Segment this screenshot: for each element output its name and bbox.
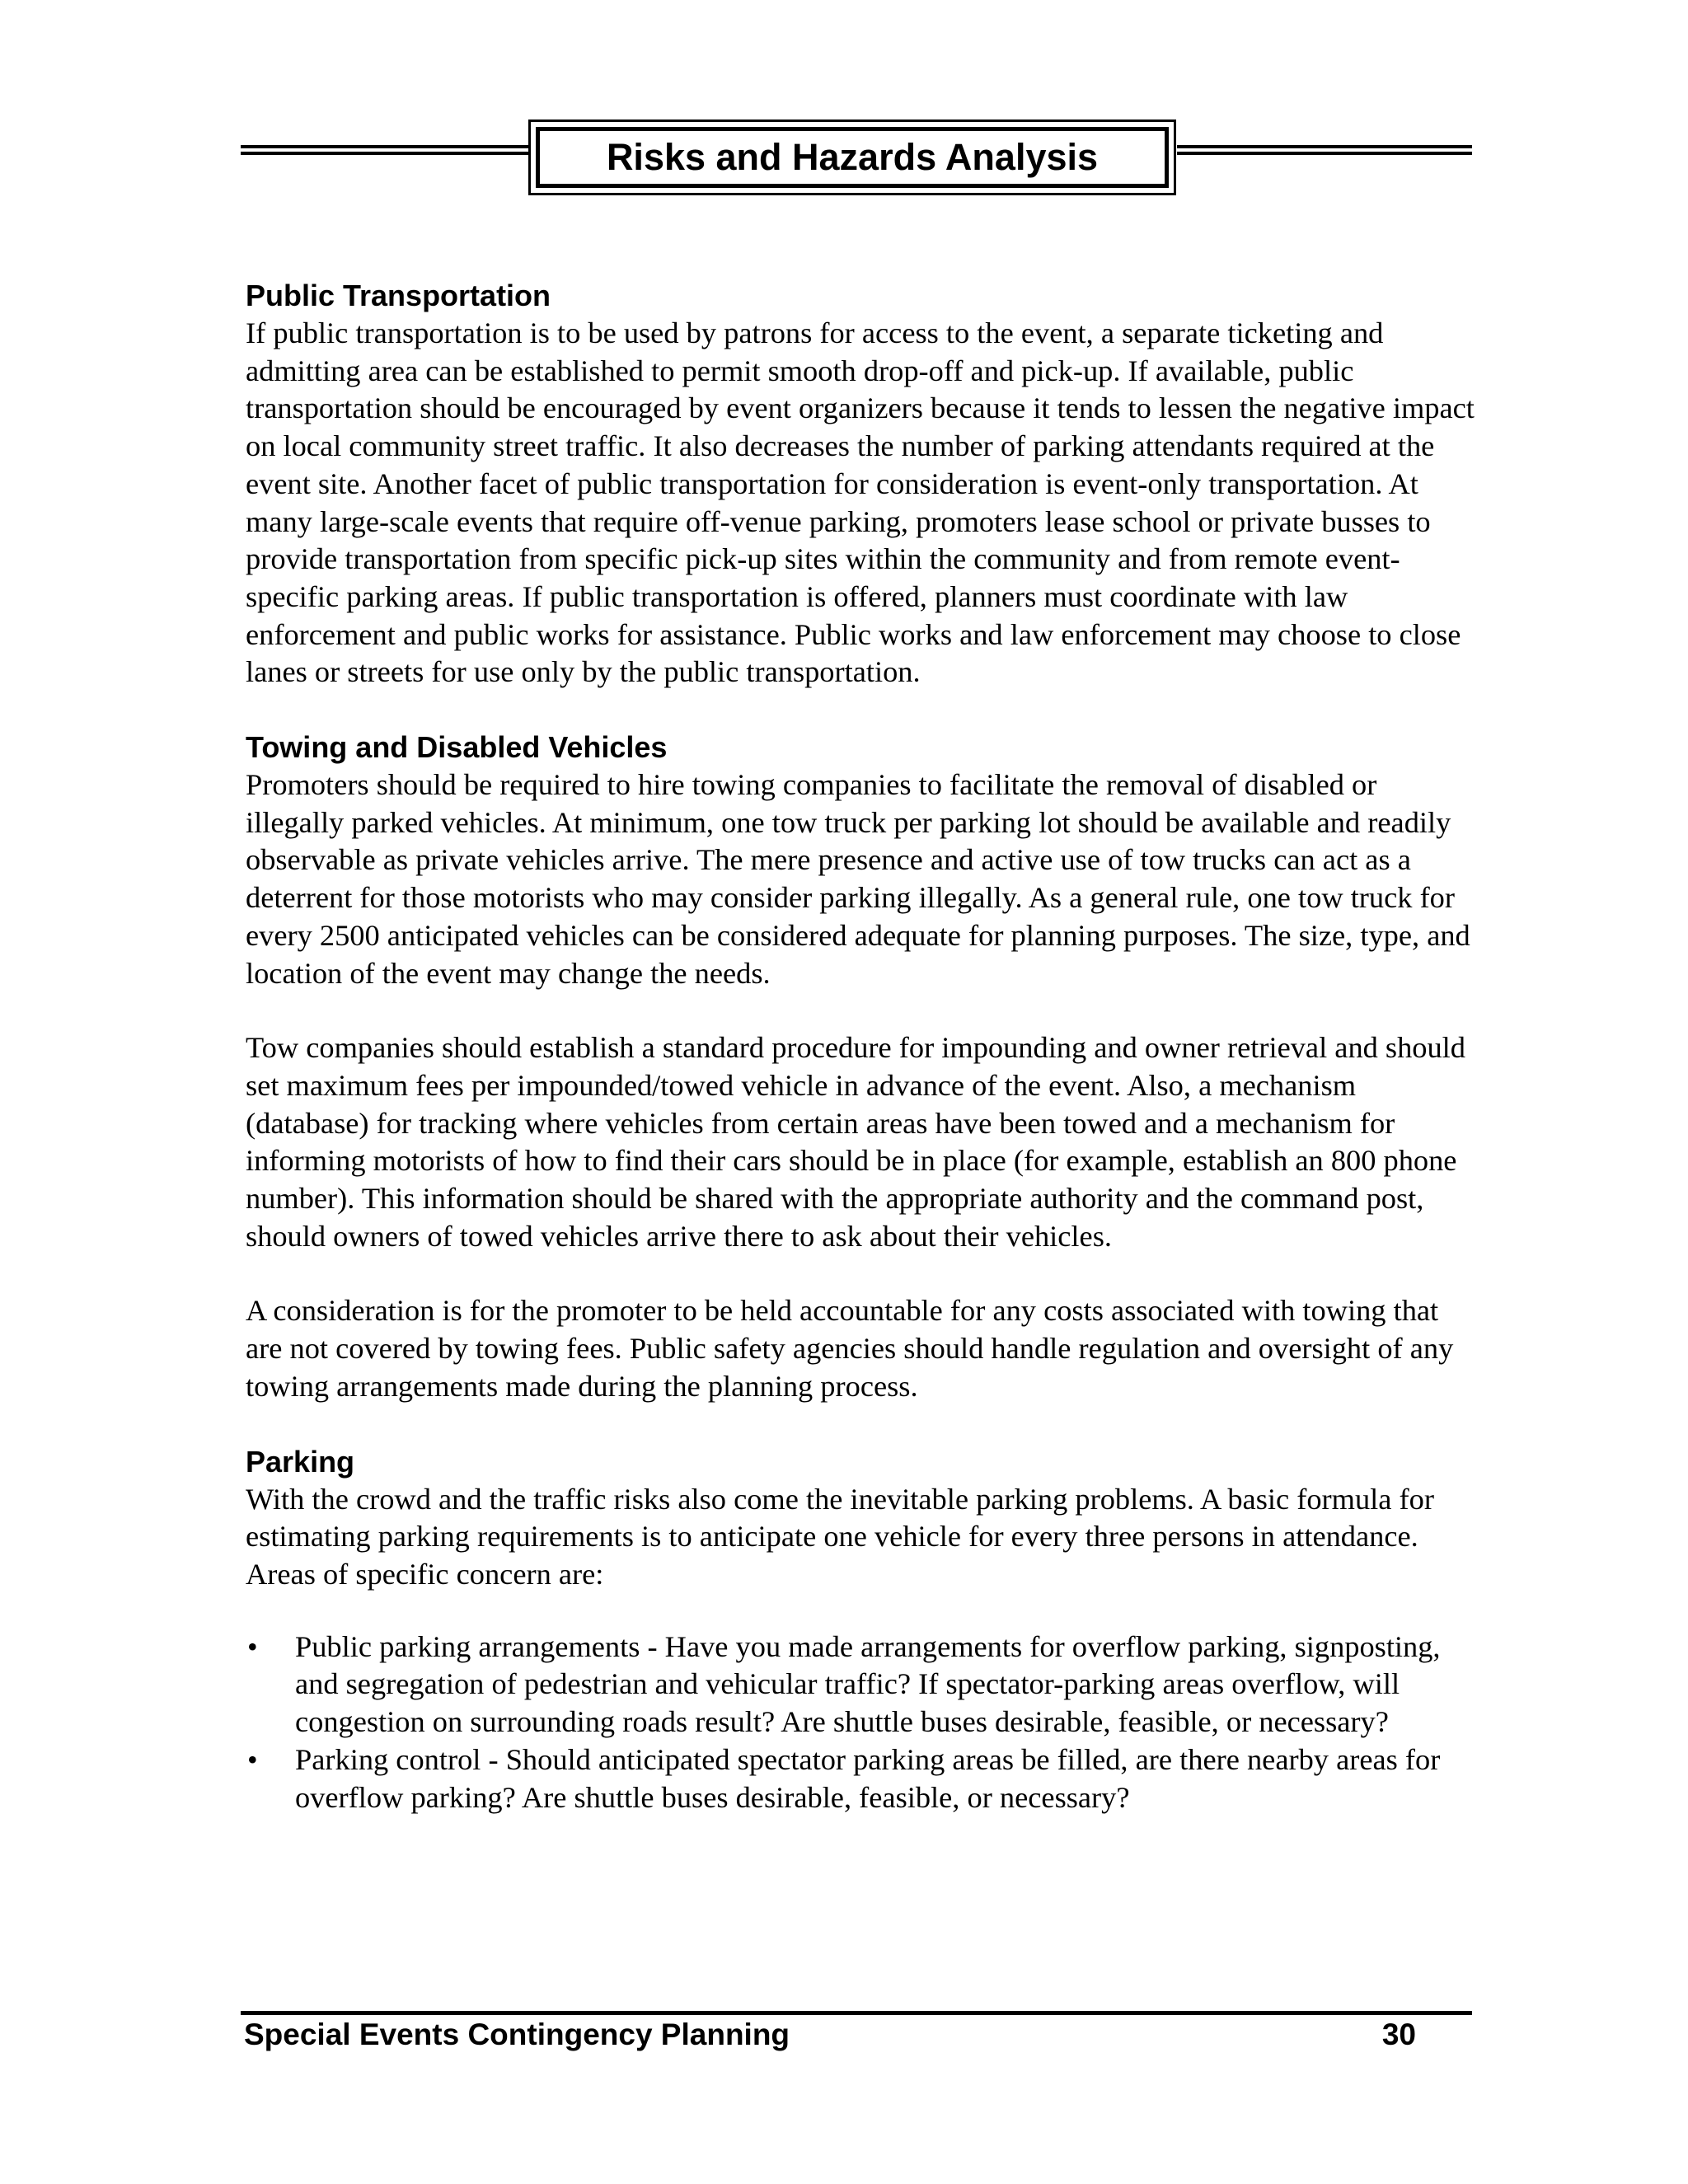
list-item-text: Public parking arrangements - Have you made arrangements for overflow parking, signposting, and segregation of pedestrian and vehicular traffic? If spectator-parking areas overflow, will congestion on surrounding roads result? Are shuttle buses desirable, feasible, or necessary? xyxy=(295,1629,1441,1739)
bullet-list xyxy=(246,1629,1482,1817)
paragraph: A consideration is for the promoter to be held accountable for any costs associated with towing that are not covered by towing fees. Public safety agencies should handle regulation and oversight of any towing arrangements made during the planning process. xyxy=(246,1294,1454,1403)
list-item xyxy=(246,1741,1482,1816)
page-title: Risks and Hazards Analysis xyxy=(606,136,1099,178)
section-heading-public-transportation: Public Transportation xyxy=(246,279,551,312)
bullet-icon: • xyxy=(247,1742,258,1776)
page-number: 30 xyxy=(1381,2018,1416,2051)
footer-title: Special Events Contingency Planning xyxy=(244,2018,790,2051)
header-box-inner xyxy=(536,127,1169,188)
footer-rule xyxy=(241,2011,1472,2015)
paragraph: Promoters should be required to hire towing companies to facilitate the removal of disabled or illegally parked vehicles. At minimum, one tow truck per parking lot should be available and readily observable as private vehicles arrive. The mere presence and active use of tow trucks can act as a deterrent for those motorists who may consider parking illegally. As a general rule, one tow truck for every 2500 anticipated vehicles can be considered adequate for planning purposes. The size, type, and location of the event may change the needs. xyxy=(246,768,1470,990)
header-rule-right xyxy=(1177,145,1472,155)
list-item xyxy=(246,1629,1482,1741)
paragraph: Tow companies should establish a standard procedure for impounding and owner retrieval and should set maximum fees per impounded/towed vehicle in advance of the event. Also, a mechanism (database) for tracking where vehicles from certain areas have been towed and a mechanism for informing motorists of how to find their cars should be in place (for example, establish an 800 phone number). This information should be shared with the appropriate authority and the command post, should owners of towed vehicles arrive there to ask about their vehicles. xyxy=(246,1031,1465,1253)
paragraph: If public transportation is to be used by patrons for access to the event, a separate ticketing and admitting area can be established to permit smooth drop-off and pick-up. If available, public transportation should be encouraged by event organizers because it tends to lessen the negative impact on local community street traffic. It also decreases the number of parking attendants required at the event site. Another facet of public transportation for consideration is event-only transportation. At many large-scale events that require off-venue parking, promoters lease school or private busses to provide transportation from specific pick-up sites within the community and from remote event-specific parking areas. If public transportation is offered, planners must coordinate with law enforcement and public works for assistance. Public works and law enforcement may choose to close lanes or streets for use only by the public transportation. xyxy=(246,316,1475,689)
header-rule-left xyxy=(241,145,529,155)
section-heading-parking: Parking xyxy=(246,1444,355,1479)
list-item-text: Parking control - Should anticipated spectator parking areas be filled, are there nearby areas for overflow parking? Are shuttle buses desirable, feasible, or necessary? xyxy=(295,1742,1441,1814)
section-heading-towing: Towing and Disabled Vehicles xyxy=(246,730,668,765)
paragraph: With the crowd and the traffic risks also come the inevitable parking problems. A basic formula for estimating parking requirements is to anticipate one vehicle for every three persons in attendance. Areas of specific concern are: xyxy=(246,1482,1434,1591)
bullet-icon: • xyxy=(247,1629,258,1663)
page-content xyxy=(246,277,1482,1816)
header-box xyxy=(528,120,1176,195)
